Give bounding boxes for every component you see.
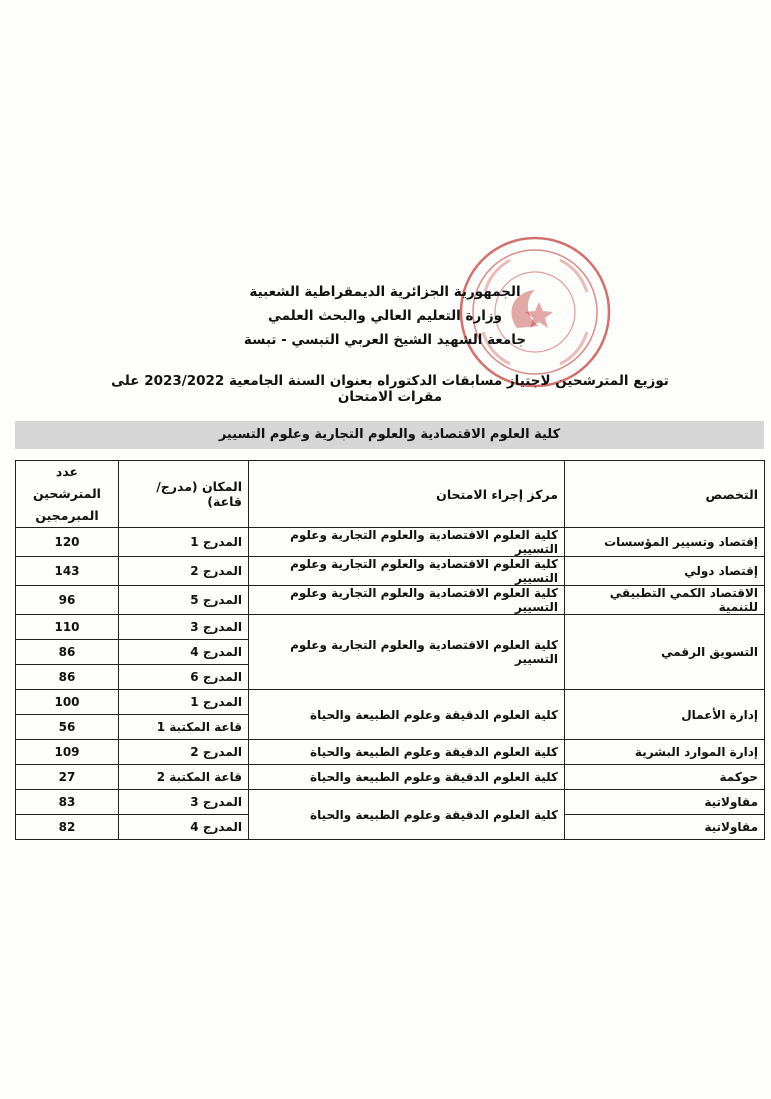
header-ministry: وزارة التعليم العالي والبحث العلمي xyxy=(267,308,503,324)
cell-center: كلية العلوم الدقيقة وعلوم الطبيعة والحياة xyxy=(249,765,565,790)
cell-specialty: إدارة الأعمال xyxy=(565,690,765,740)
table-row xyxy=(16,557,765,586)
cell-specialty: حوكمة xyxy=(565,765,765,790)
cell-place: المدرج 2 xyxy=(119,557,249,586)
distribution-table xyxy=(15,460,765,840)
cell-place: قاعة المكتبة 2 xyxy=(119,765,249,790)
table-row xyxy=(16,615,765,640)
cell-count: 110 xyxy=(16,615,119,640)
cell-place: المدرج 3 xyxy=(119,790,249,815)
header-count xyxy=(16,461,119,528)
cell-count: 96 xyxy=(16,586,119,615)
cell-specialty: إقتصاد وتسيير المؤسسات xyxy=(565,528,765,557)
cell-center: كلية العلوم الاقتصادية والعلوم التجارية وعلوم التسيير xyxy=(249,586,565,615)
cell-specialty: التسويق الرقمي xyxy=(565,615,765,690)
table-row xyxy=(16,586,765,615)
header-center: مركز إجراء الامتحان xyxy=(249,461,565,528)
table-row xyxy=(16,690,765,715)
cell-place: المدرج 6 xyxy=(119,665,249,690)
cell-count: 86 xyxy=(16,640,119,665)
cell-specialty: مقاولاتية xyxy=(565,815,765,840)
cell-count: 56 xyxy=(16,715,119,740)
cell-place: المدرج 2 xyxy=(119,740,249,765)
cell-center: كلية العلوم الدقيقة وعلوم الطبيعة والحياة xyxy=(249,740,565,765)
cell-count: 143 xyxy=(16,557,119,586)
header-specialty: التخصص xyxy=(565,461,765,528)
cell-count: 120 xyxy=(16,528,119,557)
cell-place: المدرج 1 xyxy=(119,690,249,715)
header-republic: الجمهورية الجزائرية الديمقراطية الشعبية xyxy=(249,284,521,300)
cell-place: المدرج 4 xyxy=(119,640,249,665)
cell-center: كلية العلوم الاقتصادية والعلوم التجارية وعلوم التسيير xyxy=(249,528,565,557)
cell-specialty: إدارة الموارد البشرية xyxy=(565,740,765,765)
cell-count: 100 xyxy=(16,690,119,715)
cell-specialty: مقاولاتية xyxy=(565,790,765,815)
table-row xyxy=(16,528,765,557)
cell-count: 86 xyxy=(16,665,119,690)
cell-place: المدرج 5 xyxy=(119,586,249,615)
cell-count: 83 xyxy=(16,790,119,815)
table-row xyxy=(16,740,765,765)
cell-count: 82 xyxy=(16,815,119,840)
cell-place: قاعة المكتبة 1 xyxy=(119,715,249,740)
cell-center: كلية العلوم الاقتصادية والعلوم التجارية وعلوم التسيير xyxy=(249,557,565,586)
faculty-heading: كلية العلوم الاقتصادية والعلوم التجارية وعلوم التسيير xyxy=(15,421,764,449)
header-place: المكان (مدرج/ قاعة) xyxy=(119,461,249,528)
cell-count: 109 xyxy=(16,740,119,765)
cell-specialty: إقتصاد دولي xyxy=(565,557,765,586)
header-count-line1: عدد المترشحين xyxy=(33,464,101,501)
cell-place: المدرج 4 xyxy=(119,815,249,840)
table-row xyxy=(16,765,765,790)
table-row xyxy=(16,790,765,815)
cell-center: كلية العلوم الدقيقة وعلوم الطبيعة والحياة xyxy=(249,790,565,840)
cell-center: كلية العلوم الاقتصادية والعلوم التجارية وعلوم التسيير xyxy=(249,615,565,690)
header-university: جامعة الشهيد الشيخ العربي التبسي - تبسة xyxy=(243,332,527,348)
header-block xyxy=(240,280,530,352)
document-title: توزيع المترشحين لاجتياز مسابقات الدكتوراه بعنوان السنة الجامعية 2023/2022 على مقرات الامتحان xyxy=(111,373,669,405)
cell-place: المدرج 1 xyxy=(119,528,249,557)
table-header-row xyxy=(16,461,765,528)
cell-place: المدرج 3 xyxy=(119,615,249,640)
cell-specialty: الاقتصاد الكمي التطبيقي للتنمية xyxy=(565,586,765,615)
cell-count: 27 xyxy=(16,765,119,790)
header-count-line2: المبرمجين xyxy=(35,508,99,523)
cell-center: كلية العلوم الدقيقة وعلوم الطبيعة والحياة xyxy=(249,690,565,740)
